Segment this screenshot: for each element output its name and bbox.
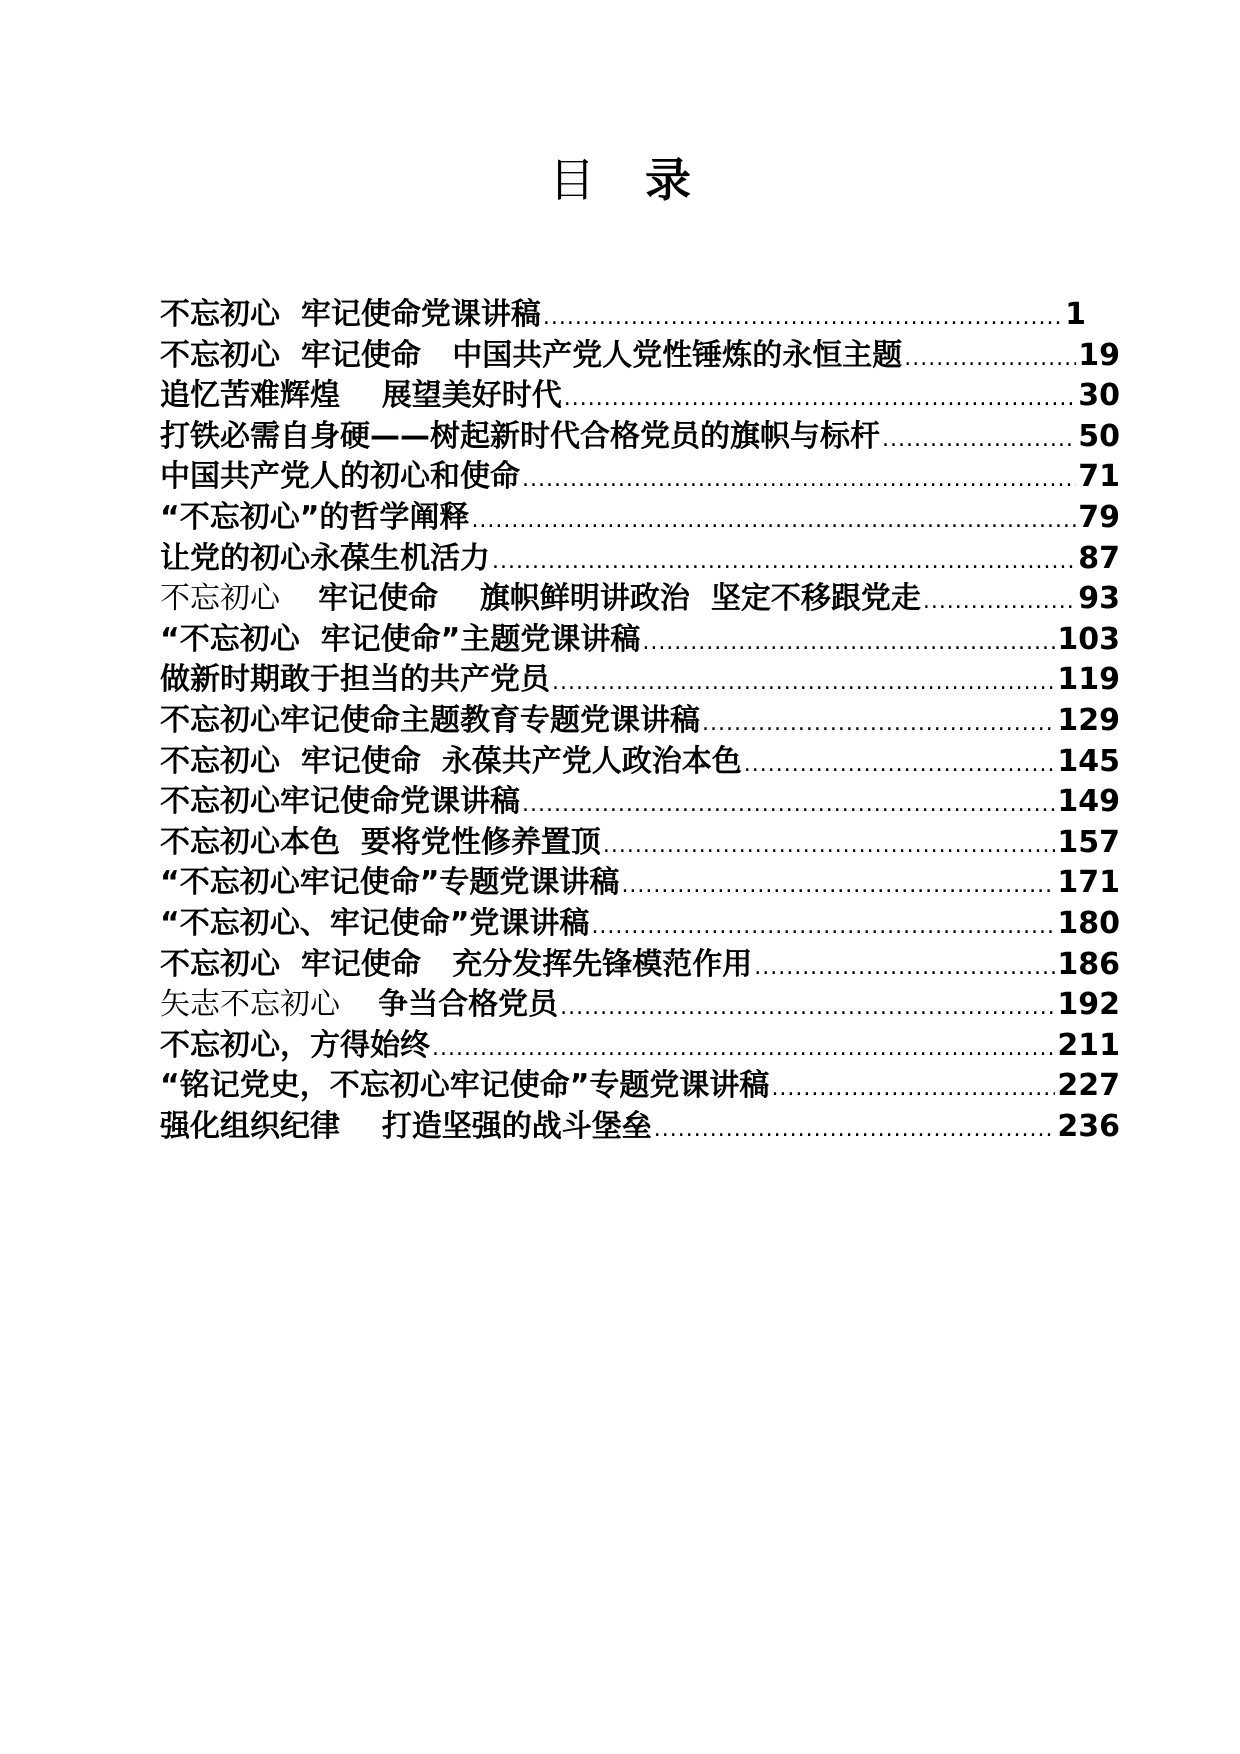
- toc-dot-leader: [432, 1029, 1055, 1067]
- toc-dot-leader: [591, 907, 1055, 945]
- toc-entry-title[interactable]: [160, 579, 921, 620]
- toc-entry-title[interactable]: [160, 620, 640, 661]
- toc-dot-leader: [522, 785, 1055, 823]
- toc-entry-title-prefix: 不忘初心: [160, 581, 319, 617]
- toc-entry[interactable]: [160, 1107, 1120, 1148]
- toc-dot-leader: [771, 1069, 1055, 1107]
- toc-entry[interactable]: [160, 945, 1120, 986]
- toc-entry[interactable]: [160, 823, 1120, 864]
- toc-entry[interactable]: [160, 701, 1120, 742]
- toc-dot-leader: [471, 501, 1076, 539]
- toc-entry-title-text: 不忘初心 牢记使命 永葆共产党人政治本色: [160, 743, 742, 779]
- toc-entry-title-text: 不忘初心 牢记使命 中国共产党人党性锤炼的永恒主题: [160, 337, 903, 373]
- toc-entry-title-text: 追忆苦难辉煌 展望美好时代: [160, 378, 562, 414]
- toc-entry-title-text: “铭记党史，不忘初心牢记使命”专题党课讲稿: [160, 1068, 770, 1104]
- toc-dot-leader: [904, 339, 1076, 377]
- toc-entry-title[interactable]: [160, 1066, 769, 1107]
- toc-entry[interactable]: [160, 863, 1120, 904]
- toc-page-number[interactable]: 236: [1057, 1108, 1120, 1144]
- toc-page-number[interactable]: 157: [1057, 824, 1120, 860]
- toc-page-number[interactable]: 119: [1057, 662, 1120, 698]
- toc-dot-leader: [702, 704, 1055, 742]
- toc-entry-title-text: 争当合格党员: [378, 987, 559, 1023]
- toc-page-number[interactable]: 149: [1057, 784, 1120, 820]
- toc-dot-leader: [560, 988, 1055, 1026]
- toc-entry-title-text: 不忘初心本色 要将党性修养置顶: [160, 824, 601, 860]
- toc-page-number[interactable]: 171: [1057, 865, 1120, 901]
- toc-dot-leader: [923, 582, 1076, 620]
- toc-page-number[interactable]: 30: [1078, 378, 1120, 414]
- toc-dot-leader: [882, 420, 1076, 458]
- title-char-1: 目: [549, 153, 595, 207]
- title-char-2: 录: [645, 153, 691, 207]
- toc-entry-title[interactable]: [160, 417, 880, 458]
- toc-page-number[interactable]: 129: [1057, 702, 1120, 738]
- toc-entry-title-text: 不忘初心牢记使命主题教育专题党课讲稿: [160, 702, 700, 738]
- toc-entry-title-text: 不忘初心牢记使命党课讲稿: [160, 784, 520, 820]
- toc-page-number[interactable]: 19: [1078, 337, 1120, 373]
- toc-entry[interactable]: [160, 336, 1120, 377]
- toc-entry-title[interactable]: [160, 985, 558, 1026]
- toc-page-number[interactable]: 71: [1078, 459, 1120, 495]
- toc-entry[interactable]: [160, 498, 1120, 539]
- toc-entry-title[interactable]: [160, 376, 562, 417]
- toc-page-number[interactable]: 227: [1057, 1068, 1120, 1104]
- toc-dot-leader: [603, 826, 1055, 864]
- toc-dot-leader: [654, 1110, 1056, 1148]
- toc-entry-title-text: 强化组织纪律 打造坚强的战斗堡垒: [160, 1108, 652, 1144]
- toc-entry[interactable]: [160, 376, 1120, 417]
- toc-dot-leader: [552, 663, 1055, 701]
- toc-entry-title-text: “不忘初心 牢记使命”主题党课讲稿: [160, 621, 641, 657]
- toc-entry[interactable]: [160, 539, 1120, 580]
- toc-entry-title[interactable]: [160, 742, 742, 783]
- toc-entry[interactable]: [160, 417, 1120, 458]
- toc-dot-leader: [744, 745, 1056, 783]
- toc-entry-title-text: 让党的初心永葆生机活力: [160, 540, 490, 576]
- toc-entry-title[interactable]: [160, 457, 520, 498]
- toc-page-number[interactable]: 50: [1078, 418, 1120, 454]
- toc-page-number[interactable]: 87: [1078, 540, 1120, 576]
- toc-dot-leader: [564, 379, 1076, 417]
- toc-page-number[interactable]: 1: [1065, 297, 1086, 332]
- page-title: [0, 150, 1240, 210]
- toc-page-number[interactable]: 103: [1057, 621, 1120, 657]
- toc-entry-title[interactable]: [160, 782, 520, 823]
- toc-dot-leader: [621, 866, 1055, 904]
- toc-entry-title[interactable]: [160, 823, 601, 864]
- toc-entry[interactable]: [160, 620, 1120, 661]
- toc-entry[interactable]: [160, 742, 1120, 783]
- toc-entry-title-text: 不忘初心 牢记使命党课讲稿: [160, 297, 541, 332]
- toc-entry-title[interactable]: [160, 295, 541, 336]
- toc-page-number[interactable]: 79: [1078, 499, 1120, 535]
- toc-entry-title[interactable]: [160, 498, 469, 539]
- toc-entry-title-text: 打铁必需自身硬——树起新时代合格党员的旗帜与标杆: [160, 418, 880, 454]
- toc-entry[interactable]: [160, 1026, 1120, 1067]
- toc-entry[interactable]: [160, 660, 1120, 701]
- toc-entry-title-text: 中国共产党人的初心和使命: [160, 459, 520, 495]
- toc-page-number[interactable]: 211: [1057, 1027, 1120, 1063]
- toc-page-number[interactable]: 186: [1057, 946, 1120, 982]
- toc-entry-title-text: 不忘初心，方得始终: [160, 1027, 430, 1063]
- toc-entry[interactable]: [160, 579, 1120, 620]
- toc-entry[interactable]: [160, 904, 1120, 945]
- toc-entry[interactable]: [160, 985, 1120, 1026]
- table-of-contents: [160, 295, 1120, 1147]
- toc-entry-title-text: 牢记使命 旗帜鲜明讲政治 坚定不移跟党走: [318, 581, 921, 617]
- toc-page-number[interactable]: 93: [1078, 581, 1120, 617]
- toc-entry-title-text: “不忘初心、牢记使命”党课讲稿: [160, 905, 590, 941]
- toc-entry[interactable]: [160, 295, 1120, 336]
- toc-entry-title-text: 不忘初心 牢记使命 充分发挥先锋模范作用: [160, 946, 753, 982]
- toc-entry-title-text: 做新时期敢于担当的共产党员: [160, 662, 550, 698]
- toc-entry-title[interactable]: [160, 660, 550, 701]
- toc-entry-title[interactable]: [160, 539, 490, 580]
- toc-entry[interactable]: [160, 1066, 1120, 1107]
- toc-dot-leader: [754, 948, 1055, 986]
- toc-entry-title[interactable]: [160, 336, 902, 377]
- toc-entry-title[interactable]: [160, 1107, 652, 1148]
- toc-dot-leader: [642, 623, 1055, 661]
- toc-entry-title[interactable]: [160, 1026, 430, 1067]
- toc-entry-title-prefix: 矢志不忘初心: [160, 987, 379, 1023]
- toc-entry-title[interactable]: [160, 863, 619, 904]
- toc-entry-title[interactable]: [160, 945, 752, 986]
- toc-dot-leader: [522, 460, 1076, 498]
- toc-entry-title-text: “不忘初心牢记使命”专题党课讲稿: [160, 865, 620, 901]
- toc-page-number[interactable]: 192: [1057, 987, 1120, 1023]
- toc-entry-title-text: “不忘初心”的哲学阐释: [160, 499, 470, 535]
- toc-entry[interactable]: [160, 782, 1120, 823]
- toc-entry-title[interactable]: [160, 701, 700, 742]
- toc-entry[interactable]: [160, 457, 1120, 498]
- toc-dot-leader: [492, 542, 1076, 580]
- toc-dot-leader: [543, 298, 1063, 336]
- toc-page-number[interactable]: 145: [1057, 743, 1120, 779]
- toc-entry-title[interactable]: [160, 904, 589, 945]
- toc-page-number[interactable]: 180: [1057, 905, 1120, 941]
